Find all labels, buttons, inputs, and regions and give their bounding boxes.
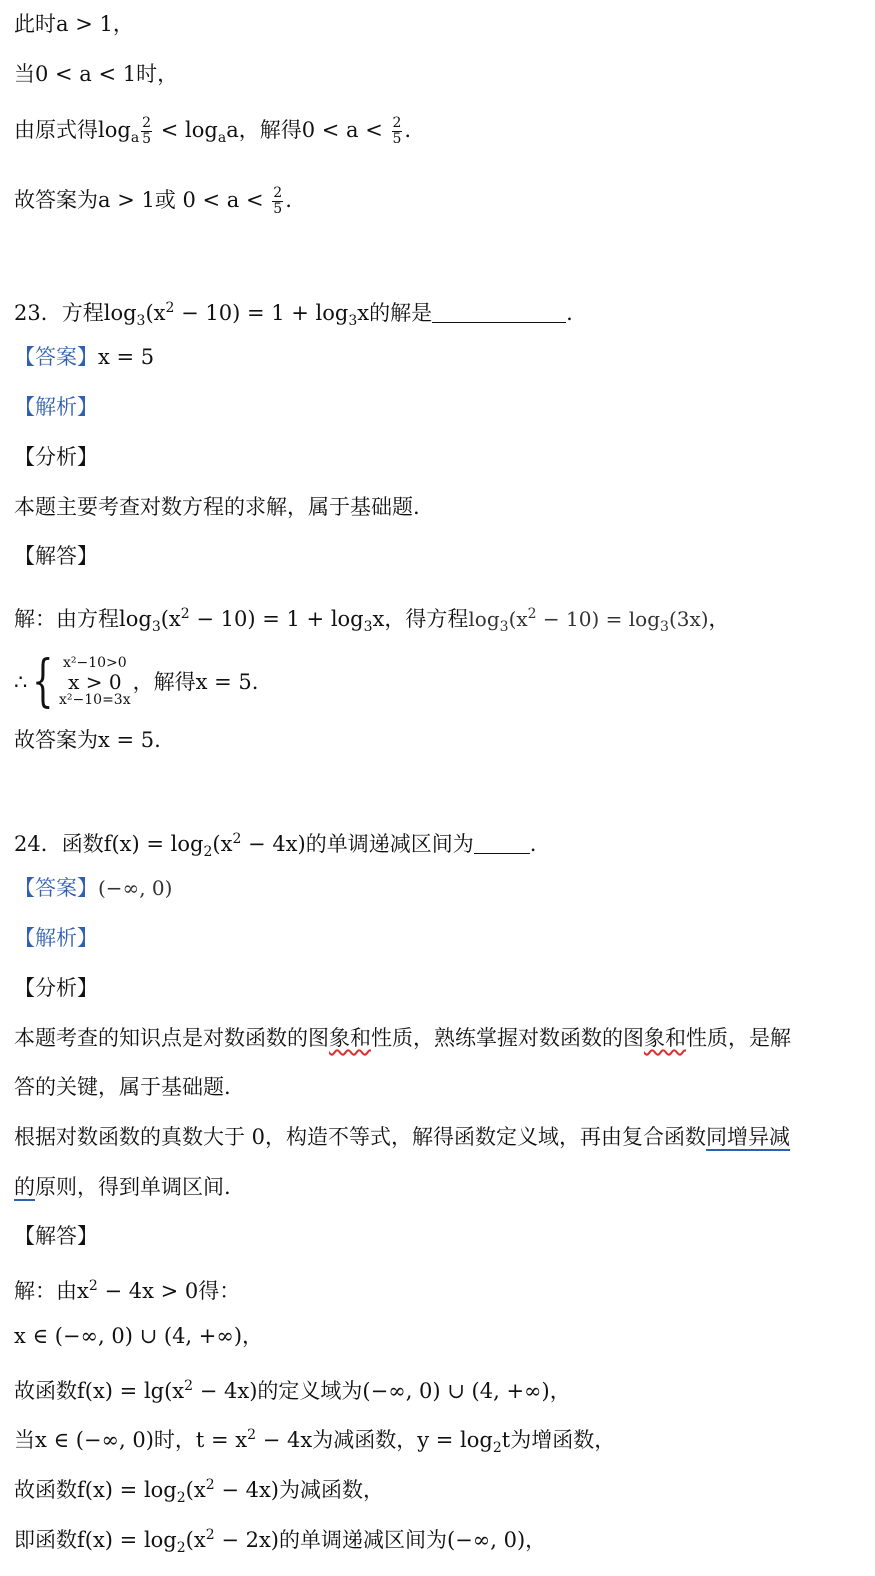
q24-answer: 【答案】(−∞, 0) [14,876,173,900]
line-answer-summary: 故答案为a > 1或 0 < a < $\frac{2}{5}$ . [14,185,292,217]
q23-solution-line: 解：由方程$\log_3(x^2 - 10) = 1 + \log_3x$，得方程$\log_3(x^2 - 10) = \log_3(3x)$， [14,606,730,635]
q23-jiexi-heading: 【解析】 [14,395,98,419]
line-original-inequality: 由原式得$\log_a$ $\frac{2}{5}$ < $\log_aa$，解得0 < a < $\frac{2}{5}$ . [14,115,412,147]
q23-final-answer: 故答案为x = 5. [14,728,161,752]
q23-jieda-heading: 【解答】 [14,544,98,568]
q24-fenxi-text-3: 根据对数函数的真数大于 0，构造不等式，解得函数定义域，再由复合函数同增异减 [14,1125,791,1149]
line-a-gt-1: 此时a > 1， [14,12,134,36]
q24-solution-step-2: x ∈ (−∞, 0) ∪ (4, +∞)， [14,1324,264,1348]
q24-solution-step-5: 故函数$f(x) = \log_2(x^2 - 4x)$为减函数， [14,1477,384,1506]
answer-blank [432,302,566,323]
q24-jieda-heading: 【解答】 [14,1224,98,1248]
q24-solution-step-4: 当x ∈ (−∞, 0)时，$t = x^2 - 4x$为减函数，$y = \log_2t$为增函数， [14,1427,616,1456]
latex-equation: $\log_3(x^2 - 10) = \log_3(3x)$ [468,606,709,635]
q24-fenxi-heading: 【分析】 [14,976,98,1000]
question-24: 24．函数$f(x) = \log_2(x^2 - 4x)$的单调递减区间为 . [14,831,537,860]
q24-solution-step-3: 故函数$f(x) = \lg(x^2 - 4x)$的定义域为(−∞, 0) ∪ (4, +∞)， [14,1378,571,1403]
q24-fenxi-text-4: 的原则，得到单调区间. [14,1175,231,1199]
q23-fenxi-heading: 【分析】 [14,445,98,469]
q24-fenxi-text-2: 答的关键，属于基础题. [14,1075,231,1099]
q24-jiexi-heading: 【解析】 [14,926,98,950]
answer-blank [474,833,530,854]
q23-answer: 【答案】x = 5 [14,345,155,369]
q23-fenxi-text: 本题主要考查对数方程的求解，属于基础题. [14,495,420,519]
q24-fenxi-text-1: 本题考查的知识点是对数函数的图象和性质，熟练掌握对数函数的图象和性质，是解 [14,1026,791,1050]
q23-equation-system: ∴ { x²−10>0 x > 0 x²−10=3x ，解得x = 5. [14,648,259,714]
q24-solution-step-6: 即函数$f(x) = \log_2(x^2 - 2x)$的单调递减区间为(−∞, 0)， [14,1527,547,1556]
line-case-0-a-1: 当0 < a < 1时， [14,62,179,86]
q24-solution-step-1: 解：由$x^2 - 4x > 0$得： [14,1278,241,1303]
question-23: 23．方程$\log_3(x^2 - 10) = 1 + \log_3x$的解是 . [14,300,573,329]
